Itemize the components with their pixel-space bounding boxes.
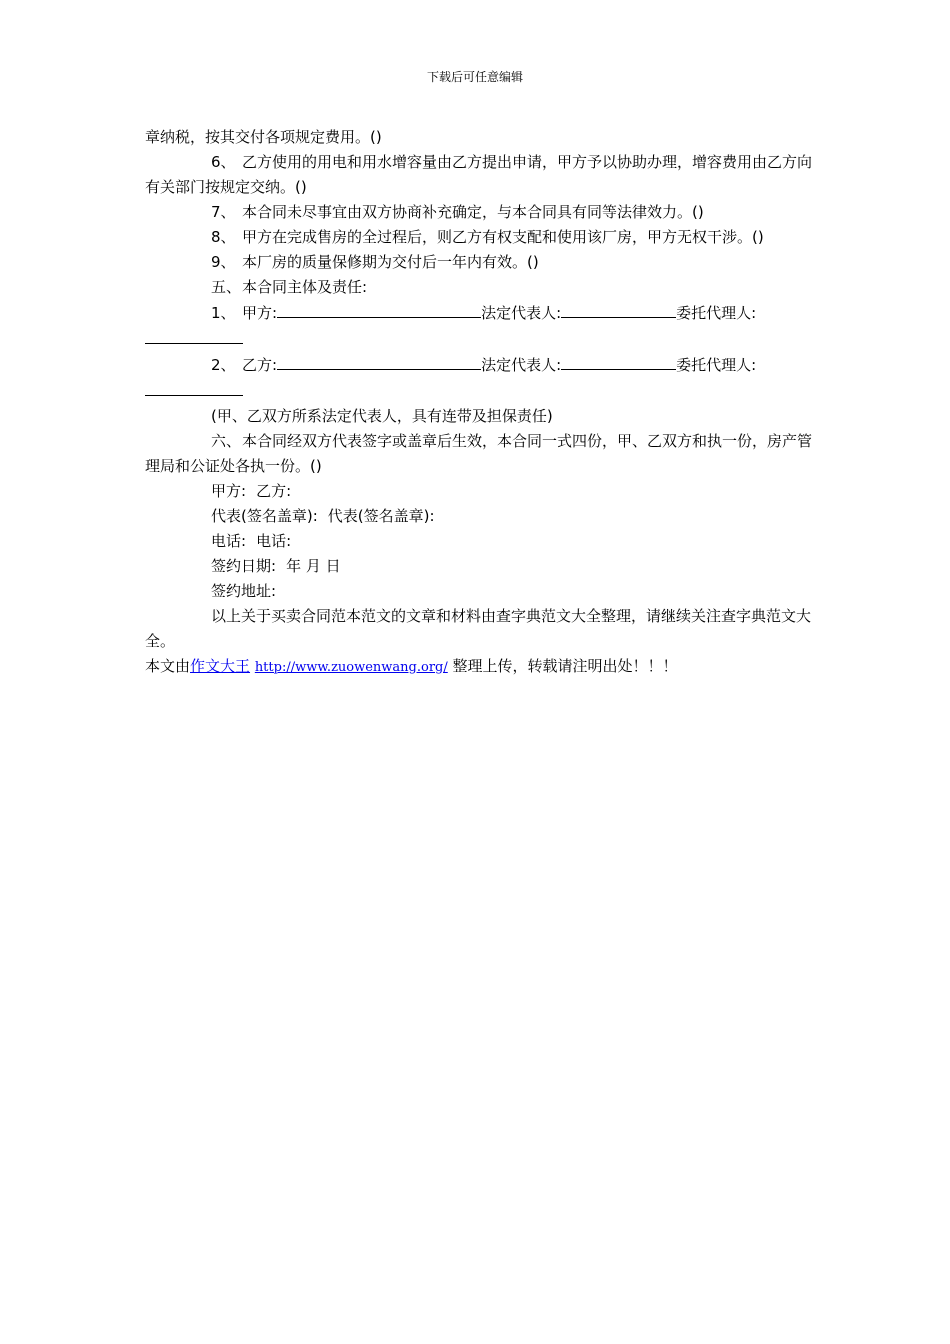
signature-address [145,579,817,604]
signature-representatives [145,504,817,529]
clause-8 [145,225,817,250]
signature-party-a: 甲方: [211,482,247,500]
signature-phone-a: 电话: [211,532,247,550]
agent-blank [145,378,243,396]
party-a-blank [277,300,481,318]
signature-date-label: 签约日期: [211,557,277,575]
signature-rep-b: 代表(签名盖章): [327,507,435,525]
section-text: 本合同经双方代表签字或盖章后生效，本合同一式四份，甲、乙双方和执一份，房产管理局和公证处各执一份。() [145,432,813,475]
source-footer [145,654,817,680]
liability-note: (甲、乙双方所系法定代表人，具有连带及担保责任) [211,407,553,425]
footer-suffix: 整理上传，转载请注明出处！！！ [452,657,678,675]
clause-number: 7、 [211,203,236,221]
clause-6 [145,150,817,200]
closing-paragraph: 以上关于买卖合同范本范文的文章和材料由查字典范文大全整理，请继续关注查字典范文大全。 [145,607,812,650]
clause-text: 本合同未尽事宜由双方协商补充确定，与本合同具有同等法律效力。() [242,203,704,221]
signature-phone-b: 电话: [256,532,292,550]
paragraph-tax: 章纳税，按其交付各项规定费用。() [145,128,382,146]
legal-rep-blank [561,352,676,370]
signature-date [145,554,817,579]
signature-parties [145,479,817,504]
source-link[interactable]: 作文大王 [190,657,251,675]
section-6 [145,429,817,479]
legal-rep-blank [561,300,676,318]
clause-text: 甲方在完成售房的全过程后，则乙方有权支配和使用该厂房，甲方无权干涉。() [242,228,764,246]
agent-label: 委托代理人: [676,356,757,374]
clause-number: 9、 [211,253,236,271]
signature-date-value: 年 月 日 [286,557,341,575]
party-a-label: 甲方: [242,304,278,322]
item-number: 1、 [211,304,236,322]
signature-address-label: 签约地址: [211,582,277,600]
clause-text: 乙方使用的用电和用水增容量由乙方提出申请，甲方予以协助办理，增容费用由乙方向有关部门按规定交纳。() [145,153,813,196]
signature-party-b: 乙方: [256,482,292,500]
section-number: 六、 [211,432,242,450]
signature-phones [145,529,817,554]
party-b-blank [277,352,481,370]
footer-prefix: 本文由 [145,657,191,675]
clause-7 [145,200,817,225]
party-a-line [145,300,817,352]
legal-rep-label: 法定代表人: [481,304,562,322]
legal-rep-label: 法定代表人: [481,356,562,374]
agent-blank [145,326,243,344]
agent-label: 委托代理人: [676,304,757,322]
signature-rep-a: 代表(签名盖章): [211,507,318,525]
section-5-heading [145,275,817,300]
page-header: 下载后可任意编辑 [426,70,523,84]
document-body [145,125,817,680]
item-number: 2、 [211,356,236,374]
section-number: 五、 [211,278,242,296]
clause-text: 本厂房的质量保修期为交付后一年内有效。() [242,253,539,271]
party-b-label: 乙方: [242,356,278,374]
clause-number: 6、 [211,153,236,171]
party-b-line [145,352,817,404]
clause-9 [145,250,817,275]
source-url-link[interactable]: http://www.zuowenwang.org/ [254,660,448,675]
section-title: 本合同主体及责任: [242,278,368,296]
clause-number: 8、 [211,228,236,246]
